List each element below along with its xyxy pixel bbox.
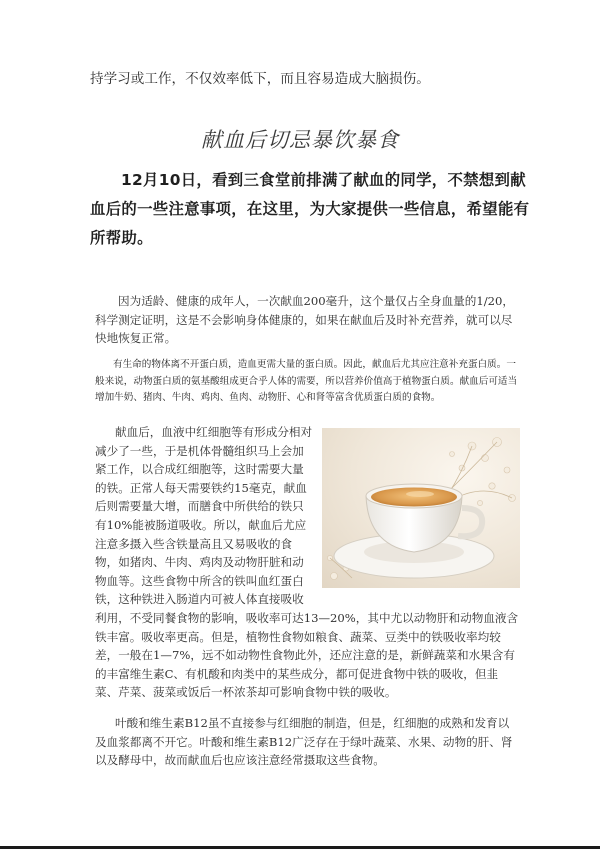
page-bottom-rule bbox=[0, 846, 600, 849]
paragraph-folate: 叶酸和维生素B12虽不直接参与红细胞的制造，但是，红细胞的成熟和发育以及血浆都离不开它。叶酸和维生素B12广泛存在于绿叶蔬菜、水果、动物的肝、肾以及酵母中，故而献血后也应该注意经常摄取这些食物。 bbox=[95, 716, 513, 767]
paragraph-iron bbox=[95, 423, 520, 702]
paragraph-blood-volume: 因为适龄、健康的成年人，一次献血200毫升，这个量仅占全身血量的1/20，科学测定证明，这是不会影响身体健康的，如果在献血后及时补充营养，就可以尽快地恢复正常。 bbox=[95, 294, 514, 345]
intro-paragraph: 12月10日，看到三食堂前排满了献血的同学，不禁想到献血后的一些注意事项，在这里，为大家提供一些信息，希望能有所帮助。 bbox=[90, 171, 530, 247]
tea-cup-illustration bbox=[322, 428, 520, 588]
paragraph-protein: 有生命的物体离不开蛋白质，造血更需大量的蛋白质。因此，献血后尤其应注意补充蛋白质。一般来说，动物蛋白质的氨基酸组成更合乎人体的需要，所以营养价值高于植物蛋白质。献血后可适当增加牛奶、猪肉、牛肉、鸡肉、鱼肉、动物肝、心和肾等富含优质蛋白质的食物。 bbox=[95, 359, 518, 403]
continuation-text: 持学习或工作，不仅效率低下，而且容易造成大脑损伤。 bbox=[90, 71, 430, 87]
paragraph-iron-text: 献血后，血液中红细胞等有形成分相对减少了一些，于是机体骨髓组织马上会加紧工作，以合成红细胞等，这时需要大量的铁。正常人每天需要铁约15毫克，献血后则需要量大增，而膳食中所供给的铁只有10%能被肠道吸收。所以，献血后尤应注意多摄入些含铁量高且又易吸收的食物，如猪肉、牛肉、鸡肉及动物肝脏和动物血等。这些食物中所含的铁叫血红蛋白铁，这种铁进入肠道内可被人体直接吸收利用，不受同餐食物的影响，吸收率可达13—20%，其中尤以动物肝和动物血液含铁丰富。吸收率更高。但是，植物性食物如粮食、蔬菜、豆类中的铁吸收率均较差，一般在1—7%，远不如动物性食物此外，还应注意的是，新鲜蔬菜和水果含有的丰富维生素C、有机酸和肉类中的某些成分，都可促进食物中铁的吸收，但韭菜、芹菜、菠菜或饭后一杯浓茶却可影响食物中铁的吸收。 bbox=[95, 425, 519, 700]
tea-cup-photo-frame bbox=[322, 428, 520, 588]
tea-cup-photo bbox=[322, 428, 520, 588]
article-title: 献血后切忌暴饮暴食 bbox=[201, 128, 399, 152]
